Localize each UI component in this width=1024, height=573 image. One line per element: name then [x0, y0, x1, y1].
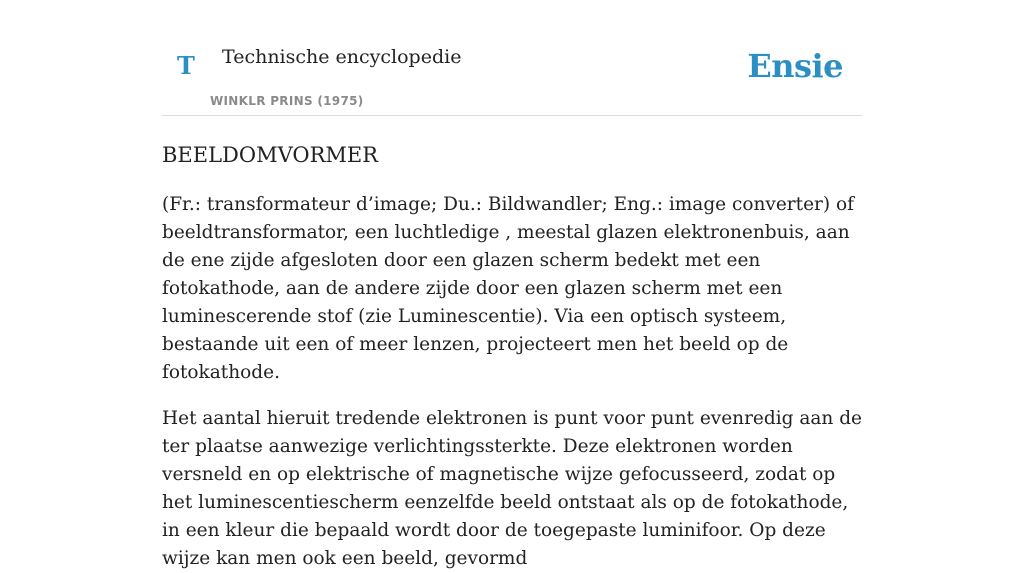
brand-logo[interactable]: Ensie — [747, 47, 843, 85]
page — [162, 0, 862, 573]
entry-paragraph: (Fr.: transformateur d’image; Du.: Bildwandler; Eng.: image converter) of beeldtransformator, een luchtledige , meestal glazen elektronenbuis, aan de ene zijde afgesloten door een glazen scherm bedekt met een fotokathode, aan de andere zijde door een glazen scherm met een luminescerende stof (zie Luminescentie). Via een optisch systeem, bestaande uit een of meer lenzen, projecteert men het beeld op de fotokathode. — [162, 194, 854, 384]
header — [162, 0, 862, 116]
entry-paragraph: Het aantal hieruit tredende elektronen is punt voor punt evenredig aan de ter plaatse aanwezige verlichtingssterkte. Deze elektronen worden versneld en op elektrische of magnetische wijze gefocusseerd, zodat op het luminescentiescherm eenzelfde beeld ontstaat als op de fotokathode, in een kleur die bepaald wordt door de toegepaste luminifoor. Op deze wijze kan men ook een beeld, gevormd — [162, 408, 863, 570]
book-source: WINKLR PRINS (1975) — [210, 94, 364, 108]
entry-title: BEELDOMVORMER — [162, 143, 379, 167]
book-logo-icon[interactable]: T — [177, 51, 195, 80]
entry-body — [162, 191, 862, 573]
book-title-link[interactable]: Technische encyclopedie — [222, 46, 462, 68]
